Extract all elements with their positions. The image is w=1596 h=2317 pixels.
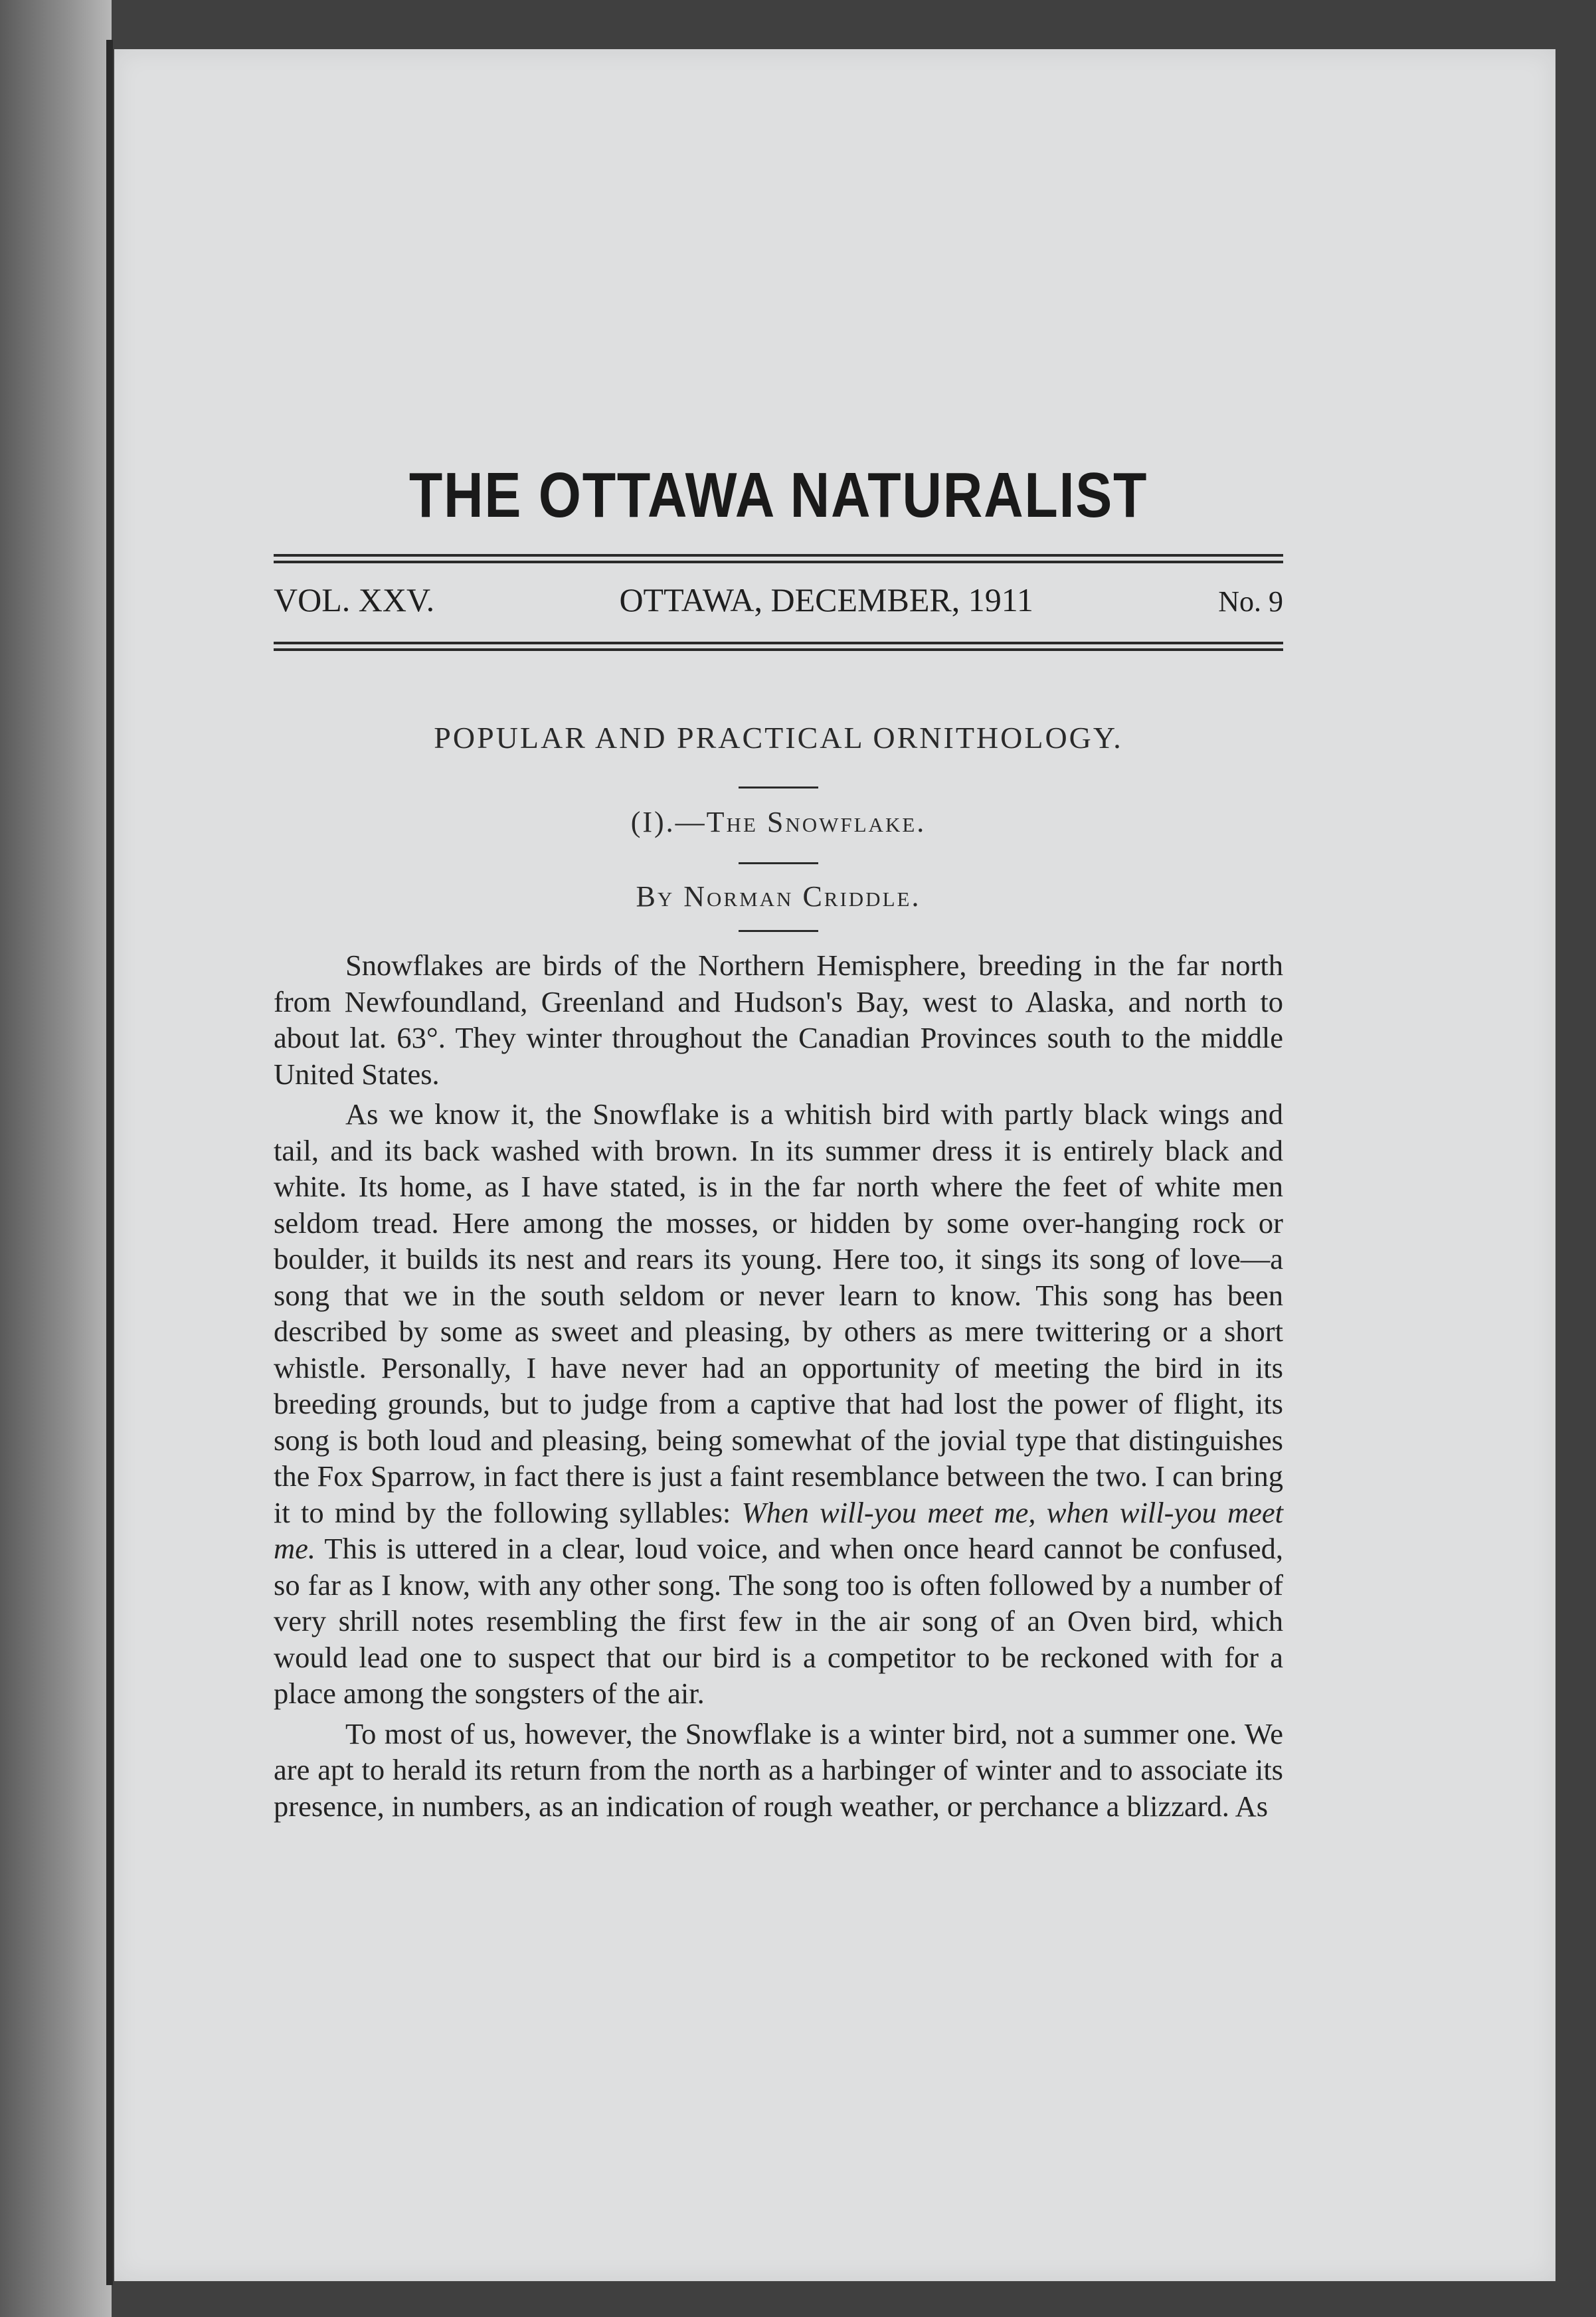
divider-rule [739, 930, 818, 932]
paragraph-text: This is uttered in a clear, loud voice, and when once heard cannot be confused, so far as I know, with any other song. The song too is often followed by a number of very shrill notes resembling the first few in the air song of an Oven bird, which would lead one to suspect that our bird is a competitor to be reckoned with for a place among the songsters of the air. [274, 1532, 1283, 1710]
place-date-label: OTTAWA, DECEMBER, 1911 [619, 581, 1033, 618]
article-subheading: (I).—The Snowflake. [630, 806, 927, 838]
paragraph-text: As we know it, the Snowflake is a whitish bird with partly black wings and tail, and its back washed with brown. In its summer dress it is entirely black and white. Its home, as I have stated, is in the far north where the feet of white men seldom tread. Here among the mosses, or hidden by some over-hanging rock or boulder, it builds its nest and rears its young. Here too, it sings its song of love—a song that we in the south seldom or never learn to know. This song has been described by some as sweet and pleasing, by others as mere twittering or a short whistle. Personally, I have never had an opportunity of meeting the bird in its breeding grounds, but to judge from a captive that had lost the power of flight, its song is both loud and pleasing, being somewhat of the jovial type that distinguishes the Fox Sparrow, in fact there is just a faint resemblance between the two. I can bring it to mind by the following syllables: [274, 1097, 1283, 1529]
issue-line [274, 581, 1283, 619]
article-byline: By Norman Criddle. [636, 880, 921, 913]
volume-label: VOL. XXV. [274, 581, 435, 618]
book-spine [106, 40, 113, 2285]
song-syllables: When will-you meet me, when will-you meet me. [274, 1495, 1283, 1565]
paragraph: To most of us, however, the Snowflake is a winter bird, not a summer one. We are apt to herald its return from the north as a harbinger of winter and to associate its presence, in numbers, as an indication of rough weather, or perchance a blizzard. As [274, 1716, 1283, 1823]
masthead-rule-bottom [274, 642, 1283, 651]
article-heading: POPULAR AND PRACTICAL ORNITHOLOGY. [434, 721, 1123, 755]
masthead-rule-top [274, 554, 1283, 563]
paragraph [274, 1096, 1283, 1712]
journal-page [114, 49, 1555, 2281]
issue-number-label: No. 9 [1218, 585, 1283, 618]
facing-page-edge [0, 0, 112, 2317]
article-body [274, 947, 1283, 1824]
divider-rule [739, 787, 818, 788]
divider-rule [739, 862, 818, 864]
paragraph: Snowflakes are birds of the Northern Hemisphere, breeding in the far north from Newfoundland, Greenland and Hudson's Bay, west to Alaska, and north to about lat. 63°. They winter throughout the Canadian Provinces south to the middle United States. [274, 949, 1283, 1091]
journal-title: THE OTTAWA NATURALIST [408, 460, 1148, 531]
